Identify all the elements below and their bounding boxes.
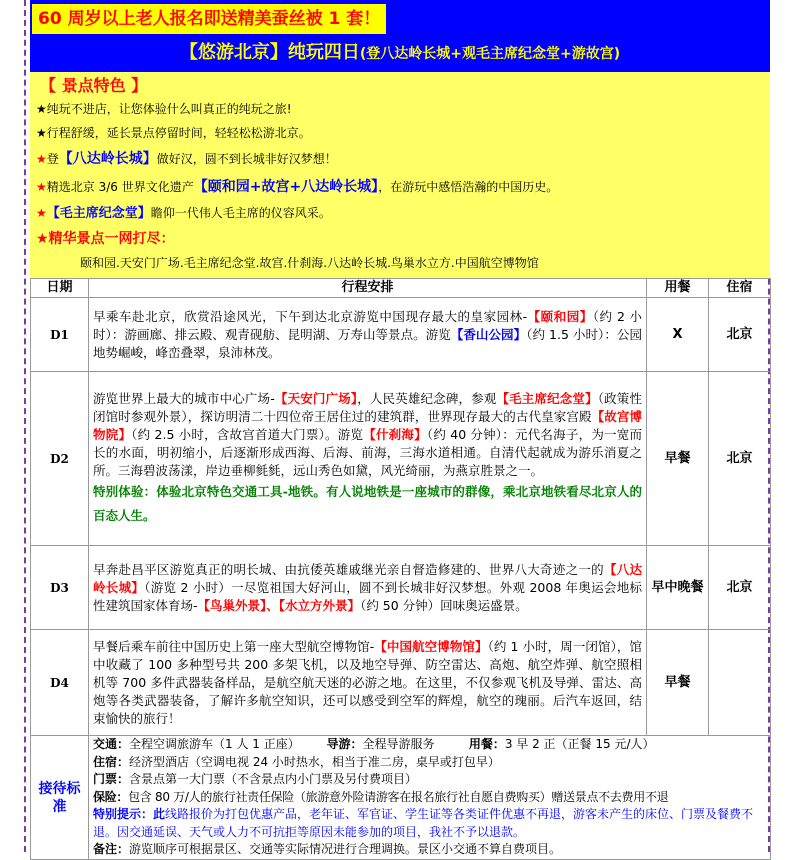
service-value: 全程空调旅游车（1 人 1 正座） <box>129 737 300 752</box>
service-value: 游览顺序可根据景区、交通等实际情况进行合理调换。景区小交通不算自费项目。 <box>129 842 562 857</box>
promo-banner <box>32 4 386 34</box>
star-icon: ★ <box>36 206 47 220</box>
itinerary-table <box>30 278 771 860</box>
plan-text: 游览世界上最大的城市中心广场- <box>93 390 275 406</box>
special-experience: 特别体验：体验北京特色交通工具-地铁。有人说地铁是一座城市的群像，乘北京地铁看尽北京人的百态人生。 <box>93 483 642 523</box>
sight-highlight: 【鸟巢外景】 <box>197 597 267 613</box>
service-key: 导游： <box>326 737 363 752</box>
sight-highlight: 【八达岭长城】 <box>93 561 642 595</box>
service-key: 住宿： <box>93 754 130 769</box>
meal-cell: 早餐 <box>647 630 709 736</box>
plan-text: （政策性闭馆时参观外景），探访明清二十四位帝王居住过的建筑群，世界现存最大的古代皇家宫殿 <box>93 390 642 424</box>
plan-text: ，人民英雄纪念碑，参观 <box>357 390 497 406</box>
feature-line-4-highlight: 【颐和园+故宫+八达岭长城】 <box>193 179 379 195</box>
stay-cell: 北京 <box>709 546 771 630</box>
table-row <box>31 546 771 630</box>
sight-highlight: 【中国航空博物馆】 <box>374 638 488 654</box>
day-label: D4 <box>31 630 89 736</box>
header-date: 日期 <box>31 279 89 298</box>
header-stay: 住宿 <box>709 279 771 298</box>
tour-title <box>30 38 770 68</box>
service-value: 全程导游服务 <box>362 737 435 752</box>
sight-highlight: 【毛主席纪念堂】 <box>496 390 598 406</box>
service-key: 保险： <box>93 789 129 804</box>
day-label: D3 <box>31 546 89 630</box>
service-key: 备注： <box>93 842 130 857</box>
day-plan <box>89 630 647 736</box>
tour-title-main: 【悠游北京】纯玩四日 <box>179 42 360 63</box>
plan-text: 早乘车赴北京，欣赏沿途风光，下午到达北京游览中国现存最大的皇家园林- <box>93 308 528 324</box>
feature-line-3-highlight: 【八达岭长城】 <box>58 151 157 167</box>
service-key: 用餐： <box>468 737 505 752</box>
service-line <box>93 789 766 807</box>
service-standard-detail <box>89 736 771 860</box>
plan-text: （约 40 分钟）：元代名海子，为一宽而长的水面，明初缩小，后逐渐形成西海、后海、前海，三海水道相通。自清代起就成为游乐消夏之所。三海碧波荡漾，岸边垂柳毵毵，远山秀色如黛，风光绮丽，为燕京胜景之一。 <box>93 426 642 478</box>
service-value: 含景点第一大门票（不含景点内小门票及另付费项目） <box>129 772 418 787</box>
meal-cell: 早餐 <box>647 372 709 546</box>
header-meal: 用餐 <box>647 279 709 298</box>
sight-highlight: 【水立方外景】 <box>278 597 361 613</box>
sight-highlight: 【颐和园】 <box>527 308 593 324</box>
meal-cell: X <box>647 298 709 372</box>
table-row <box>31 736 771 860</box>
plan-text: （约 1 小时，周一闭馆），馆中收藏了 100 多种型号共 200 多架飞机，以及地空导弹、防空雷达、高炮、航空炸弹、航空照相机等 700 多件武器装备样品，是航空航天迷的必游之地。在这里，不仅参观飞机及导弹、雷达、高炮等各类武器装备，了解许多航空知识，还可以感受到空军的辉煌，航空的瑰丽。后汽车返回，结束愉快的旅行！ <box>93 638 642 726</box>
features-section <box>30 72 770 279</box>
feature-line-5-highlight: 【毛主席纪念堂】 <box>46 206 151 221</box>
feature-line-5 <box>36 204 331 223</box>
day-plan <box>89 372 647 546</box>
meal-cell: 早中晚餐 <box>647 546 709 630</box>
tour-title-detail: (登八达岭长城+观毛主席纪念堂+游故宫) <box>359 46 621 62</box>
day-label: D2 <box>31 372 89 546</box>
stay-cell <box>709 630 771 736</box>
plan-text: 早餐后乘车前往中国历史上第一座大型航空博物馆- <box>93 638 375 654</box>
plan-text: （约 50 分钟）回味奥运盛景。 <box>360 597 528 613</box>
plan-text: （约 1.5 小时）：公园地势崛峻，峰峦叠翠，泉沛林茂。 <box>93 326 642 360</box>
feature-line-4 <box>36 178 558 196</box>
sight-highlight: 【故宫博物院】 <box>93 408 642 442</box>
features-title: 【 景点特色 】 <box>40 76 148 95</box>
service-key: 特别提示： <box>93 807 154 822</box>
table-row <box>31 630 771 736</box>
star-icon: ★ <box>36 180 47 194</box>
feature-line-3-pre: 登 <box>46 152 59 166</box>
service-line <box>93 736 766 754</box>
service-value: 3 早 2 正（正餐 15 元/人） <box>504 737 655 752</box>
table-row <box>31 372 771 546</box>
sight-highlight: 【香山公园】 <box>450 326 527 342</box>
service-line <box>93 841 766 859</box>
feature-line-5-post: 瞻仰一代伟人毛主席的仪容风采。 <box>150 206 331 220</box>
feature-line-1: ★纯玩不进店，让您体验什么叫真正的纯玩之旅! <box>36 102 292 116</box>
star-icon: ★ <box>36 152 47 166</box>
plan-text: （约 2.5 小时，含故宫首道大门票）。游览 <box>131 426 364 442</box>
sight-highlight: 【天安门广场】 <box>274 390 358 406</box>
stay-cell: 北京 <box>709 298 771 372</box>
stay-cell: 北京 <box>709 372 771 546</box>
header-plan: 行程安排 <box>89 279 647 298</box>
day-plan <box>89 298 647 372</box>
tip-lead: 此 <box>153 807 166 822</box>
table-header-row <box>31 279 771 298</box>
plan-text: 早奔赴昌平区游览真正的明长城、由抗倭英雄戚继光亲自督造修建的、世界八大奇迹之一的 <box>93 561 604 577</box>
feature-line-2: ★行程舒缓，延长景点停留时间，轻轻松松游北京。 <box>36 126 311 140</box>
day-plan <box>89 546 647 630</box>
plan-text: （约 2 小时）：游画廊、排云殿、观青砚舫、昆明湖、万寿山等景点。游览 <box>93 308 642 342</box>
sights-list: 颐和园.天安门广场.毛主席纪念堂.故宫.什刹海.八达岭长城.鸟巢水立方.中国航空博物馆 <box>80 256 539 270</box>
day-label: D1 <box>31 298 89 372</box>
service-key: 交通： <box>93 737 130 752</box>
service-value: 线路报价为打包优惠产品，老年证、军官证、学生证等各类证件优惠不再退，游客未产生的床位、门票及餐费不退。因交通延误、天气或人力不可抗拒等原因未能参加的项目，我社不予以退款。 <box>93 807 754 839</box>
plan-text: （游览 2 小时）一尽览祖国大好河山，圆不到长城非好汉梦想。外观 2008 年奥运会地标性建筑国家体育场- <box>93 579 642 613</box>
feature-line-3-post: 做好汉，圆不到长城非好汉梦想！ <box>156 152 337 166</box>
feature-line-3 <box>36 150 337 168</box>
service-line <box>93 754 766 772</box>
plan-text: 、 <box>266 597 279 613</box>
special-tip <box>93 806 766 841</box>
feature-line-4-post: ，在游玩中感悟浩瀚的中国历史。 <box>378 180 559 194</box>
sight-highlight: 【什刹海】 <box>363 426 427 442</box>
feature-line-4-pre: 精选北京 3/6 世界文化遗产 <box>46 180 194 194</box>
service-key: 门票： <box>93 772 130 787</box>
promo-text: 60 周岁以上老人报名即送精美蚕丝被 1 套！ <box>38 9 381 29</box>
service-value: 包含 80 万/人的旅行社责任保险（旅游意外险请游客在报名旅行社自愿自费购买）赠送景点不去费用不退 <box>128 789 669 804</box>
itinerary-page <box>24 0 770 857</box>
service-value: 经济型酒店（空调电视 24 小时热水，相当于准二房，桌早或打包早） <box>129 754 500 769</box>
feature-line-6: ★精华景点一网打尽： <box>36 231 175 247</box>
table-row <box>31 298 771 372</box>
service-standard-label: 接待标准 <box>31 736 89 860</box>
service-line <box>93 771 766 789</box>
